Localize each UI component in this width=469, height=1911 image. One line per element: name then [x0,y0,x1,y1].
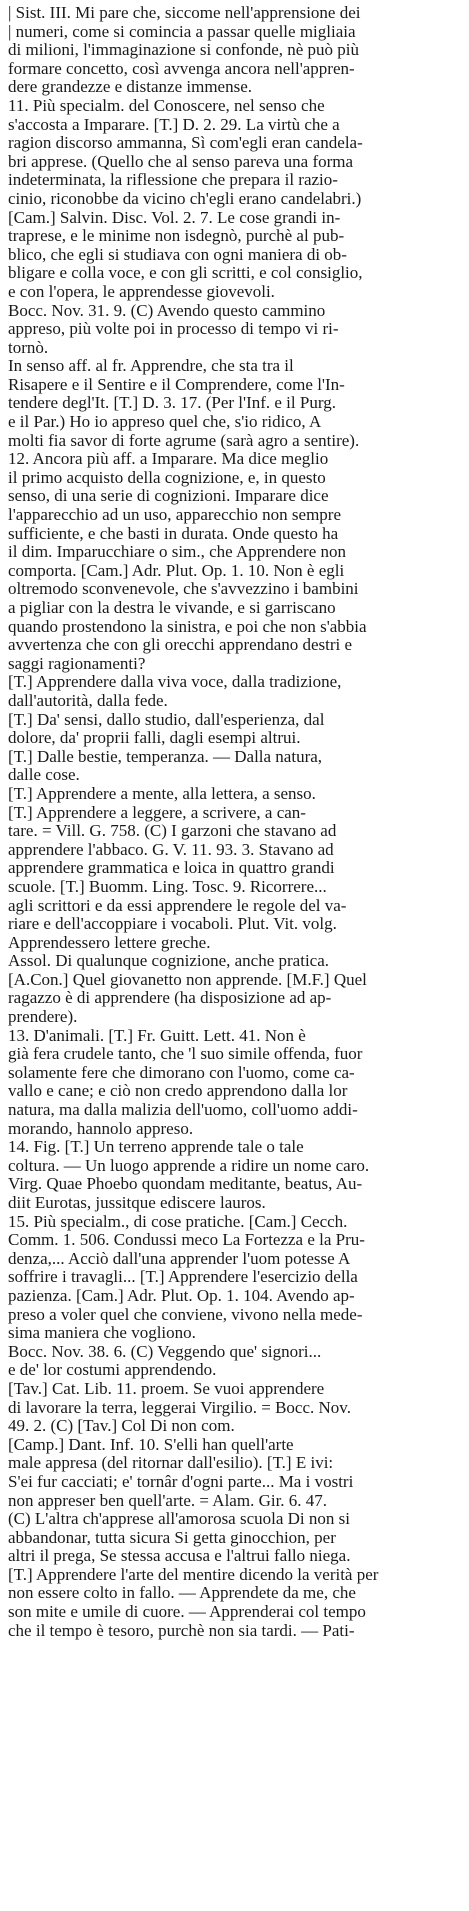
text-line: agli scrittori e da essi apprendere le regole del va- [8,896,347,915]
text-line: | Sist. III. Mi pare che, siccome nell'apprensione dei [8,4,361,22]
text-line: Assol. Di qualunque cognizione, anche pratica. [8,952,330,971]
text-line: denza,... Acciò dall'una apprender l'uom potesse A [8,1249,351,1268]
text-line: 49. 2. (C) [Tav.] Col Di non com. [8,1417,235,1436]
text-line: a pigliar con la destra le vivande, e si garriscano [8,599,336,617]
text-line: dolore, da' proprii falli, dagli esempi altrui. [8,729,301,748]
text-line: traprese, e le minime non isdegnò, purchè al pub- [8,227,345,246]
text-line: il dim. Imparucchiare o sim., che Apprendere non [8,543,346,562]
text-line: senso, di una serie di cognizioni. Imparare dice [8,487,329,506]
text-line: soffrire i travagli... [T.] Apprendere l'esercizio della [8,1268,358,1287]
text-line: dalle cose. [8,766,80,785]
text-line: preso a voler quel che conviene, vivono nella mede- [8,1305,363,1324]
text-line: riare e dell'accoppiare i vocaboli. Plut. Vit. volg. [8,915,337,934]
text-line: blico, che egli si studiava con ogni maniera di ob- [8,245,347,264]
text-line: S'ei fur cacciati; e' tornâr d'ogni parte... Ma i vostri [8,1472,354,1491]
text-line: Bocc. Nov. 31. 9. (C) Avendo questo cammino [8,301,326,320]
text-line: e il Par.) Ho io appreso quel che, s'io ridico, A [8,413,322,432]
text-line: altri il prega, Se stessa accusa e l'altrui fallo niega. [8,1547,351,1566]
text-line: prendere). [8,1008,78,1027]
text-line: Risapere e il Sentire e il Comprendere, come l'In- [8,375,345,394]
text-line: il primo acquisto della cognizione, e, in questo [8,468,326,487]
text-line: [T.] Da' sensi, dallo studio, dall'esperienza, dal [8,710,325,729]
text-line: tare. = Vill. G. 758. (C) I garzoni che stavano ad [8,822,337,841]
text-line: In senso aff. al fr. Apprendre, che sta tra il [8,357,294,376]
text-line: molti fia savor di forte agrume (sarà agro a sentire). [8,431,360,450]
text-line: già fera crudele tanto, che 'l suo simile offenda, fuor [8,1045,363,1064]
text-line: [Camp.] Dant. Inf. 10. S'elli han quell'arte [8,1435,294,1454]
text-line: di lavorare la terra, leggerai Virgilio. = Bocc. Nov. [8,1398,351,1417]
text-line: [T.] Apprendere a leggere, a scrivere, a can- [8,803,306,822]
text-line: morando, hannolo appreso. [8,1119,194,1138]
text-line: bri apprese. (Quello che al senso pareva una forma [8,152,354,171]
text-line: [Cam.] Salvin. Disc. Vol. 2. 7. Le cose grandi in- [8,208,341,227]
text-line: | numeri, come si comincia a passar quelle migliaia [8,22,356,41]
text-line: non essere colto in fallo. — Apprendete da me, che [8,1584,356,1603]
text-line: Virg. Quae Phoebo quondam meditante, beatus, Au- [8,1175,363,1194]
text-line: di milioni, l'immaginazione si confonde, nè può più [8,41,360,60]
text-line: vallo e cane; e ciò non credo apprendono dalla lor [8,1082,348,1101]
text-line: [Tav.] Cat. Lib. 11. proem. Se vuoi apprendere [8,1379,325,1398]
text-line: cinio, riconobbe da vicino ch'egli erano candelabri.) [8,189,362,208]
text-line: tendere degl'It. [T.] D. 3. 17. (Per l'Inf. e il Purg. [8,394,336,413]
text-line: comporta. [Cam.] Adr. Plut. Op. 1. 10. Non è egli [8,561,345,580]
text-line: diit Eurotas, jussitque ediscere lauros. [8,1194,266,1212]
text-line: 13. D'animali. [T.] Fr. Guitt. Lett. 41. Non è [8,1026,306,1045]
text-line: Apprendessero lettere greche. [8,933,211,952]
text-line: l'apparecchio ad un uso, apparecchio non sempre [8,506,342,525]
text-line: appreso, più volte poi in processo di tempo vi ri- [8,320,339,339]
text-line: [T.] Apprendere l'arte del mentire dicendo la verità per [8,1565,379,1584]
text-line: solamente fere che dimorano con l'uomo, come ca- [8,1063,355,1082]
text-line: oltremodo sconvenevole, che s'avvezzino i bambini [8,580,359,599]
text-line: apprendere grammatica e loica in quattro grandi [8,859,335,878]
text-line: male appresa (del ritornar dall'esilio). [T.] E ivi: [8,1454,334,1473]
text-line: indeterminata, la riflessione che prepara il razio- [8,171,338,190]
text-line: 12. Ancora più aff. a Imparare. Ma dice meglio [8,450,329,469]
text-line: sima maniera che vogliono. [8,1324,196,1343]
text-line: s'accosta a Imparare. [T.] D. 2. 29. La virtù che a [8,115,340,134]
text-line: [T.] Apprendere dalla viva voce, dalla tradizione, [8,673,342,692]
text-line: quando prostendono la sinistra, e poi che non s'abbia [8,617,367,636]
text-line: saggi ragionamenti? [8,654,146,673]
text-line: sufficiente, e che basti in durata. Onde questo ha [8,524,339,543]
text-line: [T.] Apprendere a mente, alla lettera, a senso. [8,784,316,803]
text-line: natura, ma dalla malizia dell'uomo, coll'uomo addi- [8,1101,358,1120]
text-line: tornò. [8,338,49,357]
text-line: e con l'opera, le apprendesse giovevoli. [8,282,275,301]
text-line: bligare e colla voce, e con gli scritti, e col consiglio, [8,264,363,283]
text-line: scuole. [T.] Buomm. Ling. Tosc. 9. Ricorrere... [8,877,327,896]
text-line: apprendere l'abbaco. G. V. 11. 93. 3. Stavano ad [8,840,334,859]
text-line: dall'autorità, dalla fede. [8,691,168,710]
text-line: coltura. — Un luogo apprende a ridire un nome caro. [8,1156,370,1175]
text-line: avvertenza che con gli orecchi apprendano destri e [8,636,353,655]
text-line: dere grandezze e distanze immense. [8,78,253,97]
text-line: 15. Più specialm., di cose pratiche. [Cam.] Cecch. [8,1212,348,1231]
text-line: e de' lor costumi apprendendo. [8,1361,217,1380]
text-line: formare concetto, così avvenga ancora nell'appren- [8,59,355,78]
text-line: [A.Con.] Quel giovanetto non apprende. [M.F.] Quel [8,970,367,989]
text-line: Bocc. Nov. 38. 6. (C) Veggendo que' signori... [8,1342,322,1361]
text-line: pazienza. [Cam.] Adr. Plut. Op. 1. 104. Avendo ap- [8,1286,355,1305]
text-line: Comm. 1. 506. Condussi meco La Fortezza e la Pru- [8,1231,365,1250]
text-line: 14. Fig. [T.] Un terreno apprende tale o tale [8,1138,304,1157]
text-line: [T.] Dalle bestie, temperanza. — Dalla natura, [8,747,323,766]
text-line: non appreser ben quell'arte. = Alam. Gir. 6. 47. [8,1491,328,1510]
text-line: che il tempo è tesoro, purchè non sia tardi. — Pati- [8,1621,355,1640]
text-line: abbandonar, tutta sicura Si getta ginocchion, per [8,1528,336,1547]
text-line: ragion discorso ammanna, Sì com'egli eran candela- [8,134,363,153]
text-line: 11. Più specialm. del Conoscere, nel senso che [8,96,325,115]
text-line: ragazzo è di apprendere (ha disposizione ad ap- [8,989,332,1008]
text-line: (C) L'altra ch'apprese all'amorosa scuola Di non si [8,1510,350,1529]
text-line: son mite e umile di cuore. — Apprenderai col tempo [8,1603,366,1622]
